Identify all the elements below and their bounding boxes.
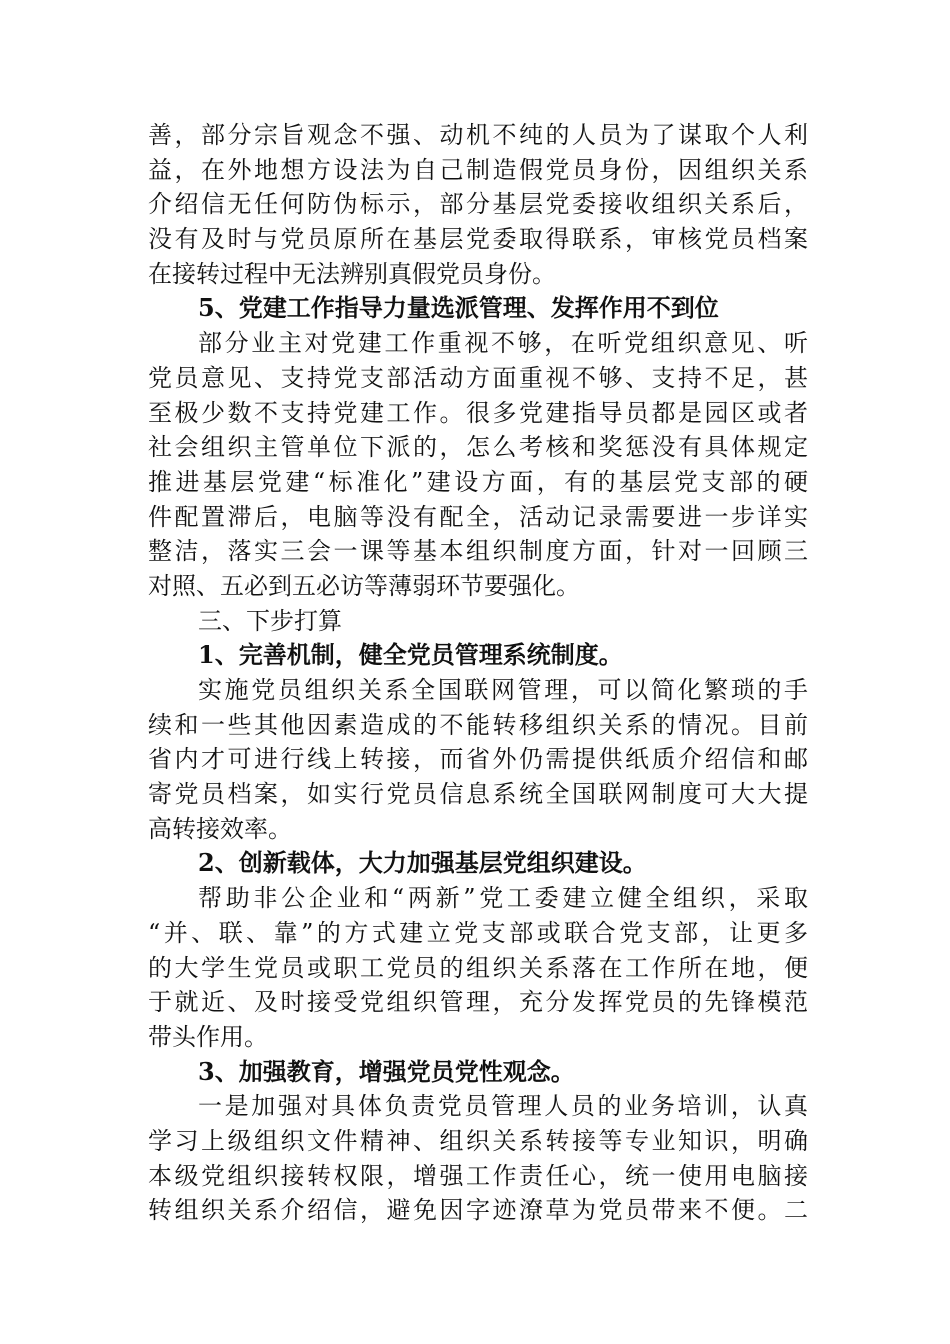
paragraph-line: 推进基层党建“标准化”建设方面，有的基层党支部的硬 [148, 467, 808, 496]
paragraph-line: “并、联、靠”的方式建立党支部或联合党支部，让更多 [148, 918, 808, 947]
document-page [148, 118, 808, 1228]
section-heading: 三、下步打算 [198, 606, 342, 635]
paragraph-line: 帮助非公企业和“两新”党工委建立健全组织，采取 [198, 884, 808, 913]
paragraph-line: 没有及时与党员原所在基层党委取得联系，审核党员档案 [148, 225, 808, 254]
paragraph-line: 善，部分宗旨观念不强、动机不纯的人员为了谋取个人利 [148, 121, 808, 149]
paragraph-line: 益，在外地想方设法为自己制造假党员身份，因组织关系 [148, 155, 808, 184]
section-heading: 3、加强教育，增强党员党性观念。 [198, 1056, 575, 1086]
paragraph-line: 件配置滞后，电脑等没有配全，活动记录需要进一步详实 [148, 502, 808, 531]
paragraph-line: 本级党组织接转权限，增强工作责任心，统一使用电脑接 [148, 1161, 808, 1190]
paragraph-line: 于就近、及时接受党组织管理，充分发挥党员的先锋模范 [148, 988, 808, 1017]
section-heading: 1、完善机制，健全党员管理系统制度。 [198, 640, 623, 670]
paragraph-line: 部分业主对党建工作重视不够，在听党组织意见、听 [198, 329, 808, 358]
paragraph-line: 省内才可进行线上转接，而省外仍需提供纸质介绍信和邮 [148, 745, 808, 774]
paragraph-line: 寄党员档案，如实行党员信息系统全国联网制度可大大提 [148, 780, 808, 809]
paragraph-line: 在接转过程中无法辨别真假党员身份。 [148, 259, 556, 288]
paragraph-line: 一是加强对具体负责党员管理人员的业务培训，认真 [198, 1092, 808, 1121]
paragraph-line: 党员意见、支持党支部活动方面重视不够、支持不足，甚 [148, 363, 808, 392]
paragraph-line: 对照、五必到五必访等薄弱环节要强化。 [148, 571, 580, 600]
paragraph-line: 续和一些其他因素造成的不能转移组织关系的情况。目前 [148, 710, 808, 739]
paragraph-line: 的大学生党员或职工党员的组织关系落在工作所在地，便 [148, 953, 808, 982]
paragraph-line: 转组织关系介绍信，避免因字迹潦草为党员带来不便。二 [148, 1196, 808, 1225]
paragraph-line: 介绍信无任何防伪标示，部分基层党委接收组织关系后， [148, 190, 808, 219]
section-heading: 5、党建工作指导力量选派管理、发挥作用不到位 [198, 293, 719, 323]
paragraph-line: 至极少数不支持党建工作。很多党建指导员都是园区或者 [148, 398, 808, 427]
paragraph-line: 整洁，落实三会一课等基本组织制度方面，针对一回顾三 [148, 537, 808, 566]
paragraph-line: 实施党员组织关系全国联网管理，可以简化繁琐的手 [198, 676, 808, 704]
section-heading: 2、创新载体，大力加强基层党组织建设。 [198, 848, 647, 878]
paragraph-line: 学习上级组织文件精神、组织关系转接等专业知识，明确 [148, 1126, 808, 1155]
paragraph-line: 带头作用。 [148, 1022, 268, 1051]
paragraph-line: 高转接效率。 [148, 814, 292, 843]
paragraph-line: 社会组织主管单位下派的，怎么考核和奖惩没有具体规定 [148, 433, 808, 462]
